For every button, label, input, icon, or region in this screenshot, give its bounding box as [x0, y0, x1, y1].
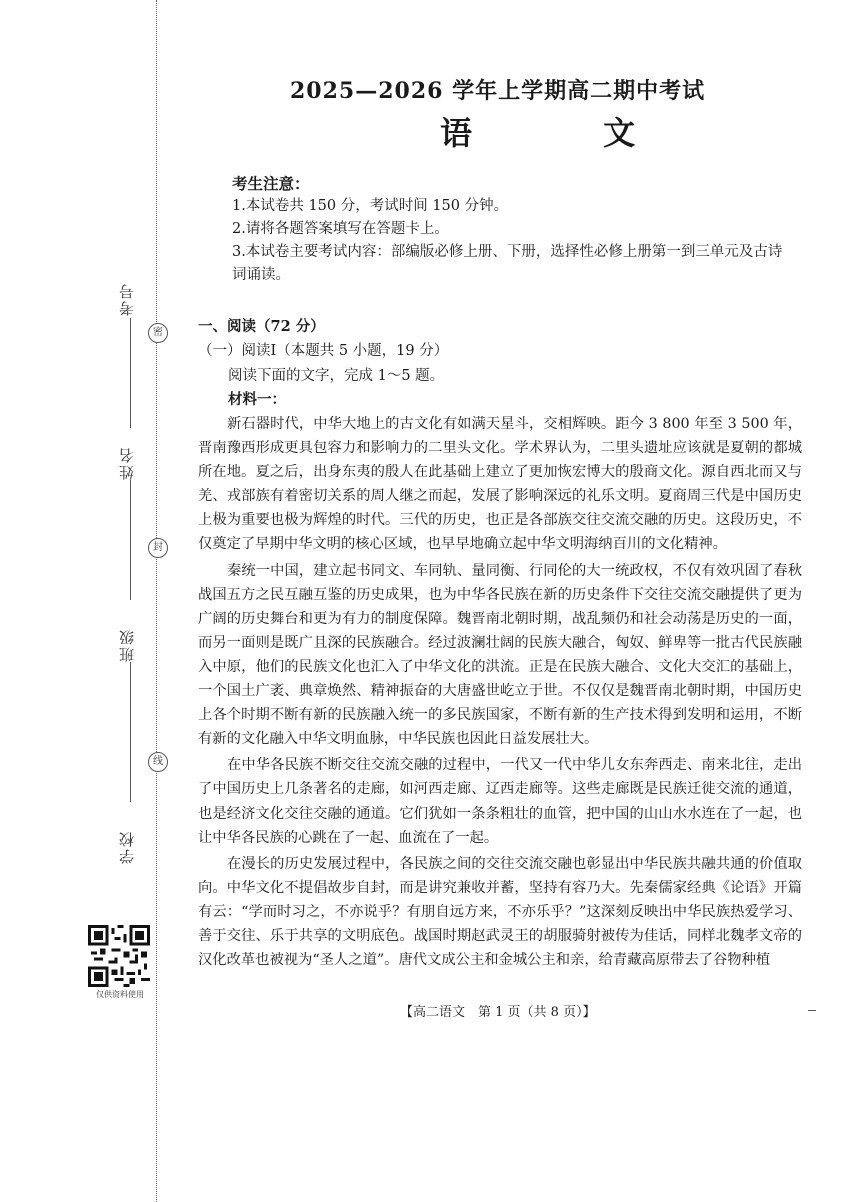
passage-paragraph: 秦统一中国，建立起书同文、车同轨、量同衡、行同伦的大一统政权，不仅有效巩固了春秋战国五方之民互融互鉴的历史成果，也为中华各民族在新的历史条件下交往交流交融提供了更为广阔的历史舞台和更为有力的制度保障。魏晋南北朝时期，战乱频仍和社会动荡是历史的一面，而另一面则是既广且深的民族融合。经过波澜壮阔的民族大融合，匈奴、鲜卑等一批古代民族融入中原，他们的民族文化也汇入了中华文化的洪流。正是在民族大融合、文化大交汇的基础上，一个国土广袤、典章焕然、精神振奋的大唐盛世屹立于世。不仅仅是魏晋南北朝时期，中国历史上各个时期不断有新的民族融入统一的多民族国家，不断有新的生产技术得到发明和运用，不断有新的文化融入中华文明血脉，中华民族也因此日益发展壮大。 — [198, 562, 802, 748]
part-heading: （一）阅读Ⅰ（本题共 5 小题，19 分） — [198, 343, 449, 359]
notice-item: 1.本试卷共 150 分，考试时间 150 分钟。 — [232, 198, 509, 214]
subject-title: 语 文 — [440, 114, 696, 152]
class-line — [130, 662, 131, 802]
section-heading: 一、阅读（72 分） — [198, 318, 325, 335]
candidate-notice — [232, 172, 792, 287]
exam-number-line — [130, 318, 131, 428]
seal-mark-feng: 封 — [148, 538, 168, 558]
notice-item: 2.请将各题答案填写在答题卡上。 — [232, 221, 449, 237]
exam-number-label: 考号 — [118, 282, 136, 316]
passage-paragraph: 在中华各民族不断交往交流交融的过程中，一代又一代中华儿女东奔西走、南来北往，走出了中国历史上几条著名的走廊，如河西走廊、辽西走廊等。这些走廊既是民族迁徙交流的通道，也是经济文化交往交融的通道。它们犹如一条条粗壮的血管，把中国的山山水水连在了一起，也让中华各民族的心跳在了一起、血流在了一起。 — [198, 757, 802, 846]
seal-mark-xian: 线 — [148, 752, 168, 772]
qr-code-icon — [88, 925, 150, 987]
name-line — [130, 480, 131, 600]
name-label: 姓名 — [118, 446, 136, 480]
exam-title: 2025—2026 学年上学期高二期中考试 — [290, 78, 706, 104]
footer-dash — [808, 1010, 816, 1011]
class-label: 班级 — [118, 628, 136, 662]
reading-instruction: 阅读下面的文字，完成 1～5 题。 — [228, 368, 445, 384]
qr-caption: 仅供资料使用 — [96, 990, 144, 999]
reading-passage — [198, 412, 802, 974]
page-footer: 【高二语文 第 1 页（共 8 页）】 — [400, 1005, 596, 1020]
passage-paragraph: 新石器时代，中华大地上的古文化有如满天星斗，交相辉映。距今 3 800 年至 3 500 年，晋南豫西形成更具包容力和影响力的二里头文化。学术界认为，二里头遗址应该就是夏朝的都城所在地。夏之后，出身东夷的殷人在此基础上建立了更加恢宏博大的殷商文化。源自西北而又与羌、戎部族有着密切关系的周人继之而起，发展了影响深远的礼乐文明。夏商周三代是中国历史上极为重要也极为辉煌的时代。三代的历史，也正是各部族交往交流交融的历史。这段历史，不仅奠定了早期中华文明的核心区域，也早早地确立起中华文明海纳百川的文化精神。 — [198, 416, 802, 553]
notice-heading: 考生注意： — [232, 174, 310, 193]
binding-dotted-line — [156, 0, 157, 1202]
seal-mark-mi: 密 — [148, 323, 168, 343]
notice-item: 3.本试卷主要考试内容：部编版必修上册、下册，选择性必修上册第一到三单元及古诗词诵读。 — [232, 244, 783, 283]
school-label: 学校 — [118, 830, 136, 864]
passage-paragraph: 在漫长的历史发展过程中，各民族之间的交往交流交融也彰显出中华民族共融共通的价值取向。中华文化不提倡故步自封，而是讲究兼收并蓄，坚持有容乃大。先秦儒家经典《论语》开篇有云：“学而时习之，不亦说乎？有朋自远方来，不亦乐乎？”这深刻反映出中华民族热爱学习、善于交往、乐于共享的文明底色。战国时期赵武灵王的胡服骑射被传为佳话，同样北魏孝文帝的汉化改革也被视为“圣人之道”。唐代文成公主和金城公主和亲，给青藏高原带去了谷物种植 — [198, 855, 802, 969]
material-label: 材料一： — [228, 391, 286, 408]
